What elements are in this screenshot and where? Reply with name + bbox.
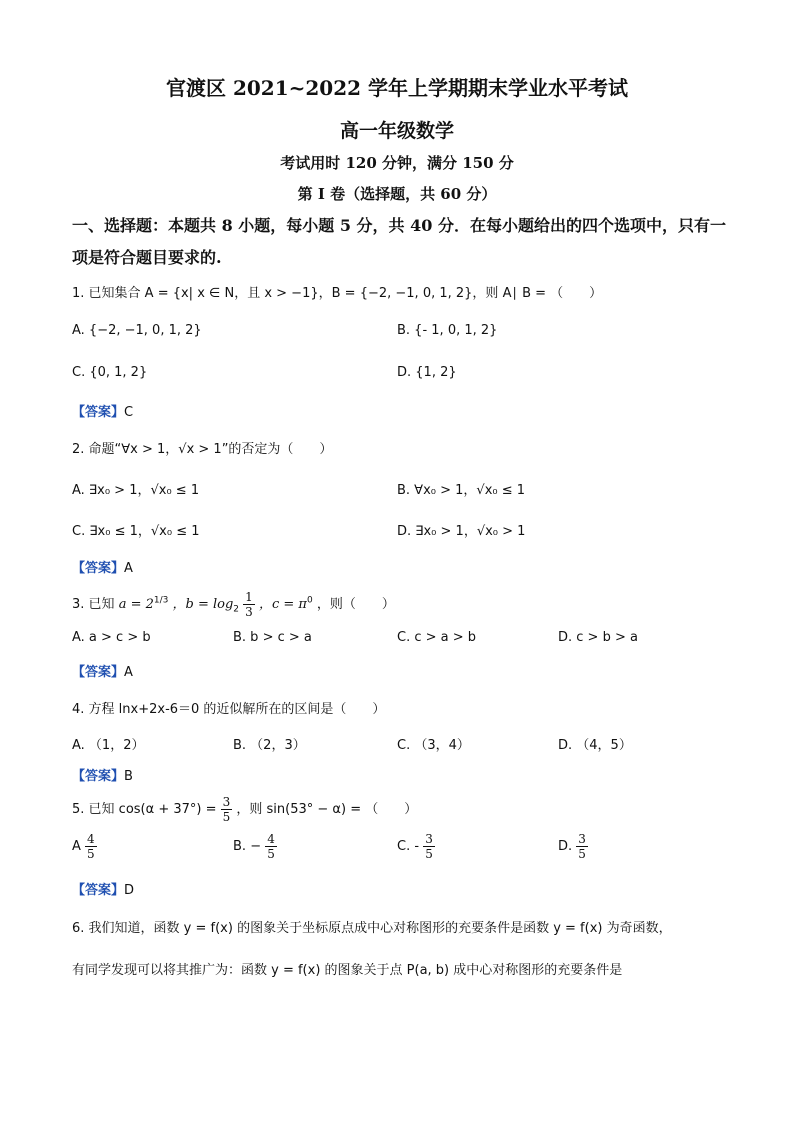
q3-b-frac-num: 1 xyxy=(245,590,253,604)
q3-c-expr: ，c = π xyxy=(258,597,307,612)
question-4-option-c: C. （3，4） xyxy=(397,738,470,753)
question-4-answer xyxy=(72,765,133,784)
question-5-option-d xyxy=(558,832,588,861)
option-sign: − xyxy=(250,839,262,854)
question-3-stem xyxy=(72,590,395,619)
question-2-option-b: B. ∀x₀ > 1，√x₀ ≤ 1 xyxy=(397,483,526,498)
question-4-option-a: A. （1，2） xyxy=(72,738,145,753)
option-fraction xyxy=(423,832,435,861)
answer-value: C xyxy=(124,405,134,420)
option-fraction xyxy=(576,832,588,861)
question-5-option-c xyxy=(397,832,435,861)
answer-tag: 【答案】 xyxy=(72,769,125,784)
question-4-option-b: B. （2，3） xyxy=(233,738,306,753)
question-1-option-c: C. {0, 1, 2} xyxy=(72,365,148,380)
q5-frac-num: 3 xyxy=(222,795,231,809)
question-4-option-d: D. （4，5） xyxy=(558,738,632,753)
q3-a-expr: a = 2 xyxy=(118,597,154,612)
question-1-option-a: A. {−2, −1, 0, 1, 2} xyxy=(72,323,202,338)
question-3-answer xyxy=(72,661,133,680)
option-sign: - xyxy=(414,839,420,854)
q5-frac-den: 5 xyxy=(222,810,231,824)
question-3-option-d: D. c > b > a xyxy=(558,630,638,645)
option-den: 5 xyxy=(578,847,586,861)
option-num: 3 xyxy=(578,832,586,846)
q3-stem-pre: 3. 已知 xyxy=(72,597,115,612)
option-num: 4 xyxy=(87,832,95,846)
q3-c-exponent: 0 xyxy=(306,595,313,606)
option-num: 4 xyxy=(267,832,275,846)
answer-value: B xyxy=(124,769,133,784)
exam-info: 考试用时 120 分钟，满分 150 分 xyxy=(280,154,514,172)
q5-stem-pre: 5. 已知 cos(α + 37°) = xyxy=(72,802,217,817)
q3-b-base: 2 xyxy=(233,604,240,615)
question-6-line1: 6. 我们知道，函数 y = f(x) 的图象关于坐标原点成中心对称图形的充要条件是函数 y = f(x) 为奇函数， xyxy=(72,921,672,936)
question-3-option-c: C. c > a > b xyxy=(397,630,477,645)
answer-tag: 【答案】 xyxy=(72,883,125,898)
section-heading-line1: 一、选择题：本题共 8 小题，每小题 5 分，共 40 分．在每小题给出的四个选项中，只有一 xyxy=(72,216,726,235)
question-3-option-b: B. b > c > a xyxy=(233,630,312,645)
question-2-answer xyxy=(72,557,133,576)
question-4-stem: 4. 方程 lnx+2x-6＝0 的近似解所在的区间是（ ） xyxy=(72,702,386,717)
question-5-option-a xyxy=(72,832,97,861)
option-label: D. xyxy=(558,839,573,854)
q3-b-fraction xyxy=(243,590,255,619)
q5-stem-post: ，则 sin(53° − α) = （ ） xyxy=(236,802,418,817)
question-2-option-d: D. ∃x₀ > 1，√x₀ > 1 xyxy=(397,524,526,539)
q3-b-frac-den: 3 xyxy=(245,605,253,619)
exam-subject: 高一年级数学 xyxy=(339,120,454,142)
section-heading-line2: 项是符合题目要求的. xyxy=(72,248,222,267)
q3-b-expr: ，b = log xyxy=(172,597,234,612)
question-3-option-a: A. a > c > b xyxy=(72,630,151,645)
answer-value: D xyxy=(124,883,135,898)
option-den: 5 xyxy=(267,847,275,861)
question-2-option-c: C. ∃x₀ ≤ 1，√x₀ ≤ 1 xyxy=(72,524,200,539)
question-6-line2: 有同学发现可以将其推广为：函数 y = f(x) 的图象关于点 P(a, b) 成中心对称图形的充要条件是 xyxy=(72,963,623,978)
q5-fraction xyxy=(221,795,233,824)
answer-tag: 【答案】 xyxy=(72,405,125,420)
question-1-stem: 1. 已知集合 A = {x| x ∈ N，且 x > −1}，B = {−2, −1, 0, 1, 2}，则 A∣ B = （ ） xyxy=(72,286,603,301)
exam-title: 官渡区 2021~2022 学年上学期期末学业水平考试 xyxy=(165,76,628,100)
answer-value: A xyxy=(124,561,133,576)
option-num: 3 xyxy=(425,832,433,846)
answer-tag: 【答案】 xyxy=(72,665,125,680)
option-den: 5 xyxy=(87,847,95,861)
q3-a-exponent: 1/3 xyxy=(153,595,169,606)
answer-tag: 【答案】 xyxy=(72,561,125,576)
question-1-option-b: B. {- 1, 0, 1, 2} xyxy=(397,323,498,338)
q3-stem-post: ，则（ ） xyxy=(316,597,395,612)
answer-value: A xyxy=(124,665,133,680)
option-label: A xyxy=(72,839,81,854)
option-fraction xyxy=(265,832,277,861)
question-5-stem xyxy=(72,795,417,824)
question-1-option-d: D. {1, 2} xyxy=(397,365,457,380)
question-1-answer xyxy=(72,401,133,420)
part-heading: 第 I 卷（选择题，共 60 分） xyxy=(297,185,497,203)
option-fraction xyxy=(85,832,97,861)
option-label: B. xyxy=(233,839,247,854)
option-label: C. xyxy=(397,839,411,854)
question-2-stem: 2. 命题“∀x > 1，√x > 1”的否定为（ ） xyxy=(72,442,333,457)
option-den: 5 xyxy=(425,847,433,861)
question-5-option-b xyxy=(233,832,277,861)
question-5-answer xyxy=(72,879,134,898)
question-2-option-a: A. ∃x₀ > 1，√x₀ ≤ 1 xyxy=(72,483,200,498)
